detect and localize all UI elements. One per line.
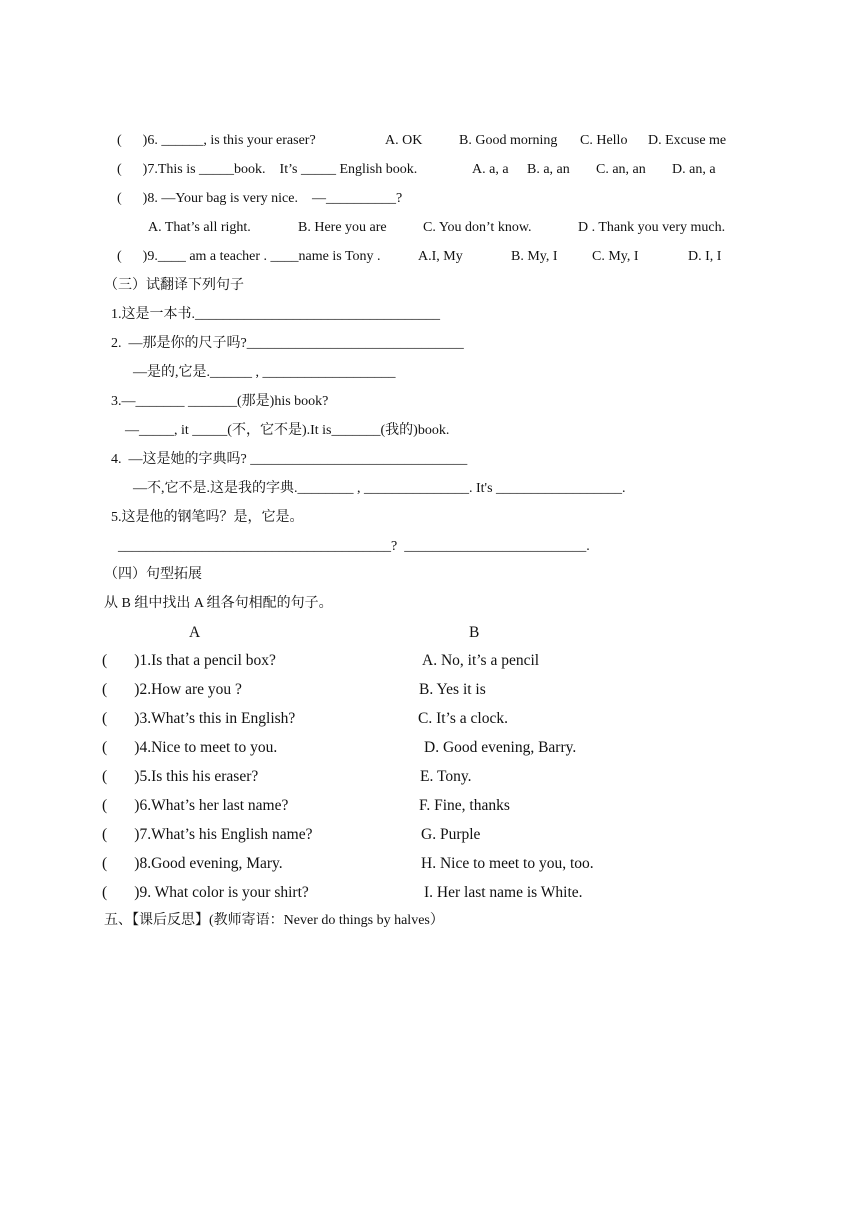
match-answer: H. Nice to meet to you, too.: [421, 855, 594, 872]
match-answer: A. No, it’s a pencil: [422, 652, 540, 669]
question-stem: ( )6. ______, is this your eraser?: [117, 133, 316, 148]
option-a: A.I, My: [418, 249, 463, 264]
option-a: A. That’s all right.: [148, 220, 251, 235]
section-instruction: 从 B 组中找出 A 组各句相配的句子。: [104, 596, 333, 611]
column-b-header: B: [469, 624, 480, 641]
match-answer: F. Fine, thanks: [419, 797, 510, 814]
translate-line-1: 1.这是一本书.___________________________________: [111, 307, 440, 322]
question-stem: ( )9.____ am a teacher . ____name is Tony .: [117, 249, 381, 264]
option-a: A. OK: [385, 133, 423, 148]
match-question: ( )7.What’s his English name?: [102, 826, 313, 843]
question-stem: ( )7.This is _____book. It’s _____ English book.: [117, 162, 418, 177]
column-a-header: A: [189, 624, 201, 641]
match-question: ( )1.Is that a pencil box?: [102, 652, 276, 669]
match-answer: D. Good evening, Barry.: [424, 739, 577, 756]
option-d: D. I, I: [688, 249, 722, 264]
translate-line-4: 4. —这是她的字典吗? _______________________________: [111, 452, 468, 467]
section-heading: （三）试翻译下列句子: [104, 278, 244, 293]
option-b: B. Good morning: [459, 133, 558, 148]
option-d: D . Thank you very much.: [578, 220, 726, 235]
match-question: ( )3.What’s this in English?: [102, 710, 296, 727]
option-b: B. Here you are: [298, 220, 387, 235]
translate-line-2-answer: —是的,它是.______ , ___________________: [133, 365, 396, 380]
match-answer: B. Yes it is: [419, 681, 486, 698]
option-d: D. Excuse me: [648, 133, 727, 148]
option-c: C. an, an: [596, 162, 646, 177]
match-answer: C. It’s a clock.: [418, 710, 508, 727]
match-question: ( )6.What’s her last name?: [102, 797, 289, 814]
reflection-line: 五、【课后反思】(教师寄语：Never do things by halves）: [104, 913, 444, 928]
option-b: B. My, I: [511, 249, 558, 264]
translate-line-2: 2. —那是你的尺子吗?_______________________________: [111, 336, 464, 351]
translate-line-5: 5.这是他的钢笔吗？是，它是。: [111, 510, 304, 525]
question-stem: ( )8. —Your bag is very nice. —__________?: [117, 191, 403, 206]
translate-line-4-answer: —不,它不是.这是我的字典.________ , _______________. It's __________________.: [133, 481, 626, 496]
translate-line-3-answer: —_____, it _____(不，它不是).It is_______(我的)book.: [125, 423, 450, 438]
match-answer: E. Tony.: [420, 768, 472, 785]
match-question: ( )8.Good evening, Mary.: [102, 855, 283, 872]
translate-line-5-answer: _______________________________________? __________________________.: [118, 539, 590, 554]
match-question: ( )5.Is this his eraser?: [102, 768, 259, 785]
option-d: D. an, a: [672, 162, 716, 177]
match-question: ( )2.How are you ?: [102, 681, 242, 698]
option-c: C. You don’t know.: [423, 220, 532, 235]
match-question: ( )9. What color is your shirt?: [102, 884, 309, 901]
translate-line-3: 3.—_______ _______(那是)his book?: [111, 394, 329, 409]
option-c: C. Hello: [580, 133, 628, 148]
option-c: C. My, I: [592, 249, 639, 264]
match-question: ( )4.Nice to meet to you.: [102, 739, 278, 756]
match-answer: I. Her last name is White.: [424, 884, 583, 901]
option-a: A. a, a: [472, 162, 509, 177]
option-b: B. a, an: [527, 162, 570, 177]
match-answer: G. Purple: [421, 826, 481, 843]
section-heading: （四）句型拓展: [104, 567, 202, 582]
